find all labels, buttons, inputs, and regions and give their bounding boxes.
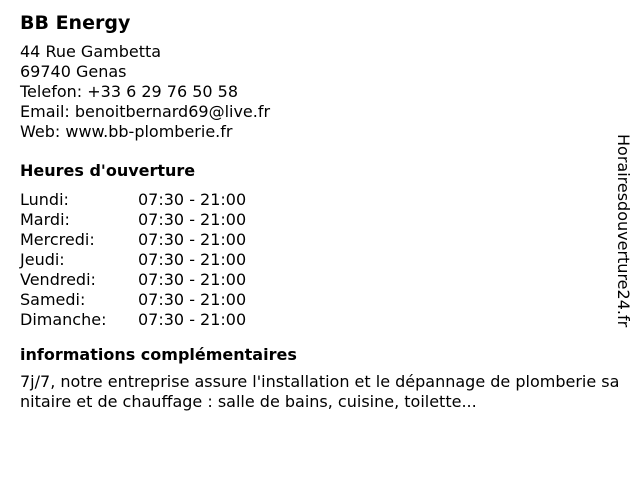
hours-row-saturday — [20, 290, 610, 310]
hours-day: Vendredi: — [20, 270, 96, 289]
phone-line: Telefon: +33 6 29 76 50 58 — [20, 82, 239, 101]
hours-day: Dimanche: — [20, 310, 107, 329]
hours-time: 07:30 - 21:00 — [138, 310, 247, 329]
web-line: Web: www.bb-plomberie.fr — [20, 122, 233, 141]
hours-row-wednesday — [20, 230, 610, 250]
info-title: informations complémentaires — [20, 345, 297, 364]
email-line: Email: benoitbernard69@live.fr — [20, 102, 271, 121]
hours-day: Mercredi: — [20, 230, 95, 249]
hours-row-monday — [20, 190, 610, 210]
hours-time: 07:30 - 21:00 — [138, 230, 247, 249]
hours-time: 07:30 - 21:00 — [138, 190, 247, 209]
hours-time: 07:30 - 21:00 — [138, 290, 247, 309]
hours-day: Jeudi: — [20, 250, 65, 269]
hours-row-thursday — [20, 250, 610, 270]
watermark-text: Horairesdouverture24.fr — [614, 134, 633, 328]
business-name: BB Energy — [20, 12, 131, 34]
hours-day: Lundi: — [20, 190, 69, 209]
hours-day: Mardi: — [20, 210, 70, 229]
hours-row-friday — [20, 270, 610, 290]
hours-row-tuesday — [20, 210, 610, 230]
hours-time: 07:30 - 21:00 — [138, 210, 247, 229]
hours-time: 07:30 - 21:00 — [138, 270, 247, 289]
contact-block — [20, 42, 610, 142]
hours-table — [20, 190, 610, 330]
hours-title: Heures d'ouverture — [20, 161, 196, 180]
business-card — [20, 10, 620, 412]
city-address: 69740 Genas — [20, 62, 127, 81]
hours-day: Samedi: — [20, 290, 86, 309]
hours-row-sunday — [20, 310, 610, 330]
info-text: 7j/7, notre entreprise assure l'installation et le dépannage de plomberie sanitaire et de chauffage : salle de bains, cuisine, toilette... — [20, 372, 620, 411]
hours-time: 07:30 - 21:00 — [138, 250, 247, 269]
street-address: 44 Rue Gambetta — [20, 42, 162, 61]
